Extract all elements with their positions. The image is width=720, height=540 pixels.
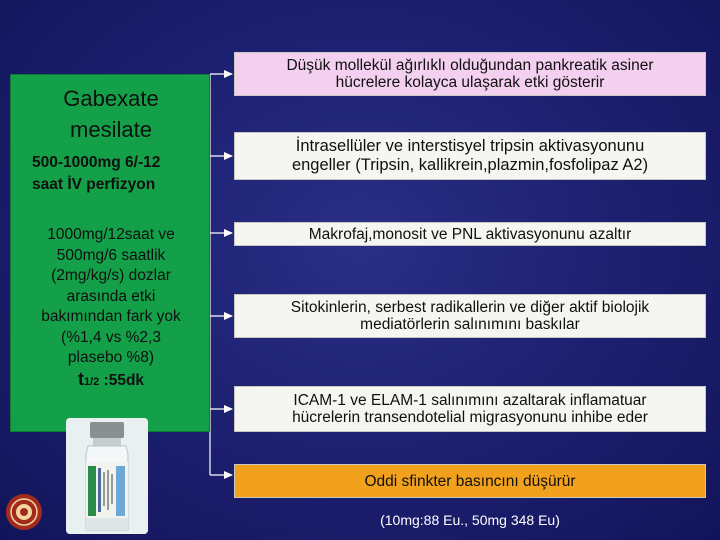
effect-text: hücrelere kolayca ulaşarak etki gösterir (335, 74, 605, 91)
dose-line-1: 500-1000mg 6/-12 (32, 154, 161, 171)
effect-text: Sitokinlerin, serbest radikallerin ve diğer aktif biolojik (290, 299, 650, 316)
effect-text: hücrelerin transendotelial migrasyonunu inhibe eder (292, 409, 648, 426)
cost-note: (10mg:88 Eu., 50mg 348 Eu) (380, 512, 560, 528)
note-line: 1000mg/12saat ve (47, 226, 175, 243)
effect-box-3 (234, 222, 706, 246)
note-line: arasında etki (66, 287, 156, 305)
half-life-subscript: 1/2 (83, 375, 100, 388)
note-line: (%1,4 vs %2,3 (61, 328, 161, 346)
effect-box-4 (234, 294, 706, 338)
note-line: 500mg/6 saatlik (56, 246, 166, 264)
effect-text: Oddi sfinkter basıncını düşürür (364, 472, 576, 490)
effect-text: İntrasellüler ve interstisyel tripsin aktivasyonunu (295, 137, 645, 155)
half-life (11, 369, 211, 393)
note-line: (2mg/kg/s) dozlar (51, 267, 171, 284)
note-line: bakımından fark yok (41, 308, 181, 325)
dose-line-2: saat İV perfizyon (32, 176, 156, 193)
drug-name (11, 83, 211, 145)
dose-comparison-note (11, 225, 211, 392)
effect-box-2 (234, 132, 706, 180)
drug-name-line-2: mesilate (70, 117, 152, 142)
half-life-t: t (77, 368, 84, 389)
drug-name-line-1: Gabexate (63, 86, 159, 111)
effect-text: Makrofaj,monosit ve PNL aktivasyonunu azaltır (308, 225, 632, 243)
effect-text: mediatörlerin salınımını baskılar (360, 316, 580, 333)
effect-box-6 (234, 464, 706, 498)
dose-regimen (32, 152, 212, 196)
effect-text: ICAM-1 ve ELAM-1 salınımını azaltarak inflamatuar (293, 392, 647, 409)
drug-vial-icon (66, 418, 148, 534)
drug-info-panel (10, 74, 210, 432)
effect-text: Düşük mollekül ağırlıklı olduğundan pankreatik asiner (286, 57, 654, 74)
note-line: plasebo %8) (67, 349, 155, 366)
effect-text: engeller (Tripsin, kallikrein,plazmin,fosfolipaz A2) (291, 156, 649, 174)
effect-box-5 (234, 386, 706, 432)
effect-box-1 (234, 52, 706, 96)
university-seal-icon (4, 492, 44, 532)
half-life-value: :55dk (99, 371, 145, 389)
